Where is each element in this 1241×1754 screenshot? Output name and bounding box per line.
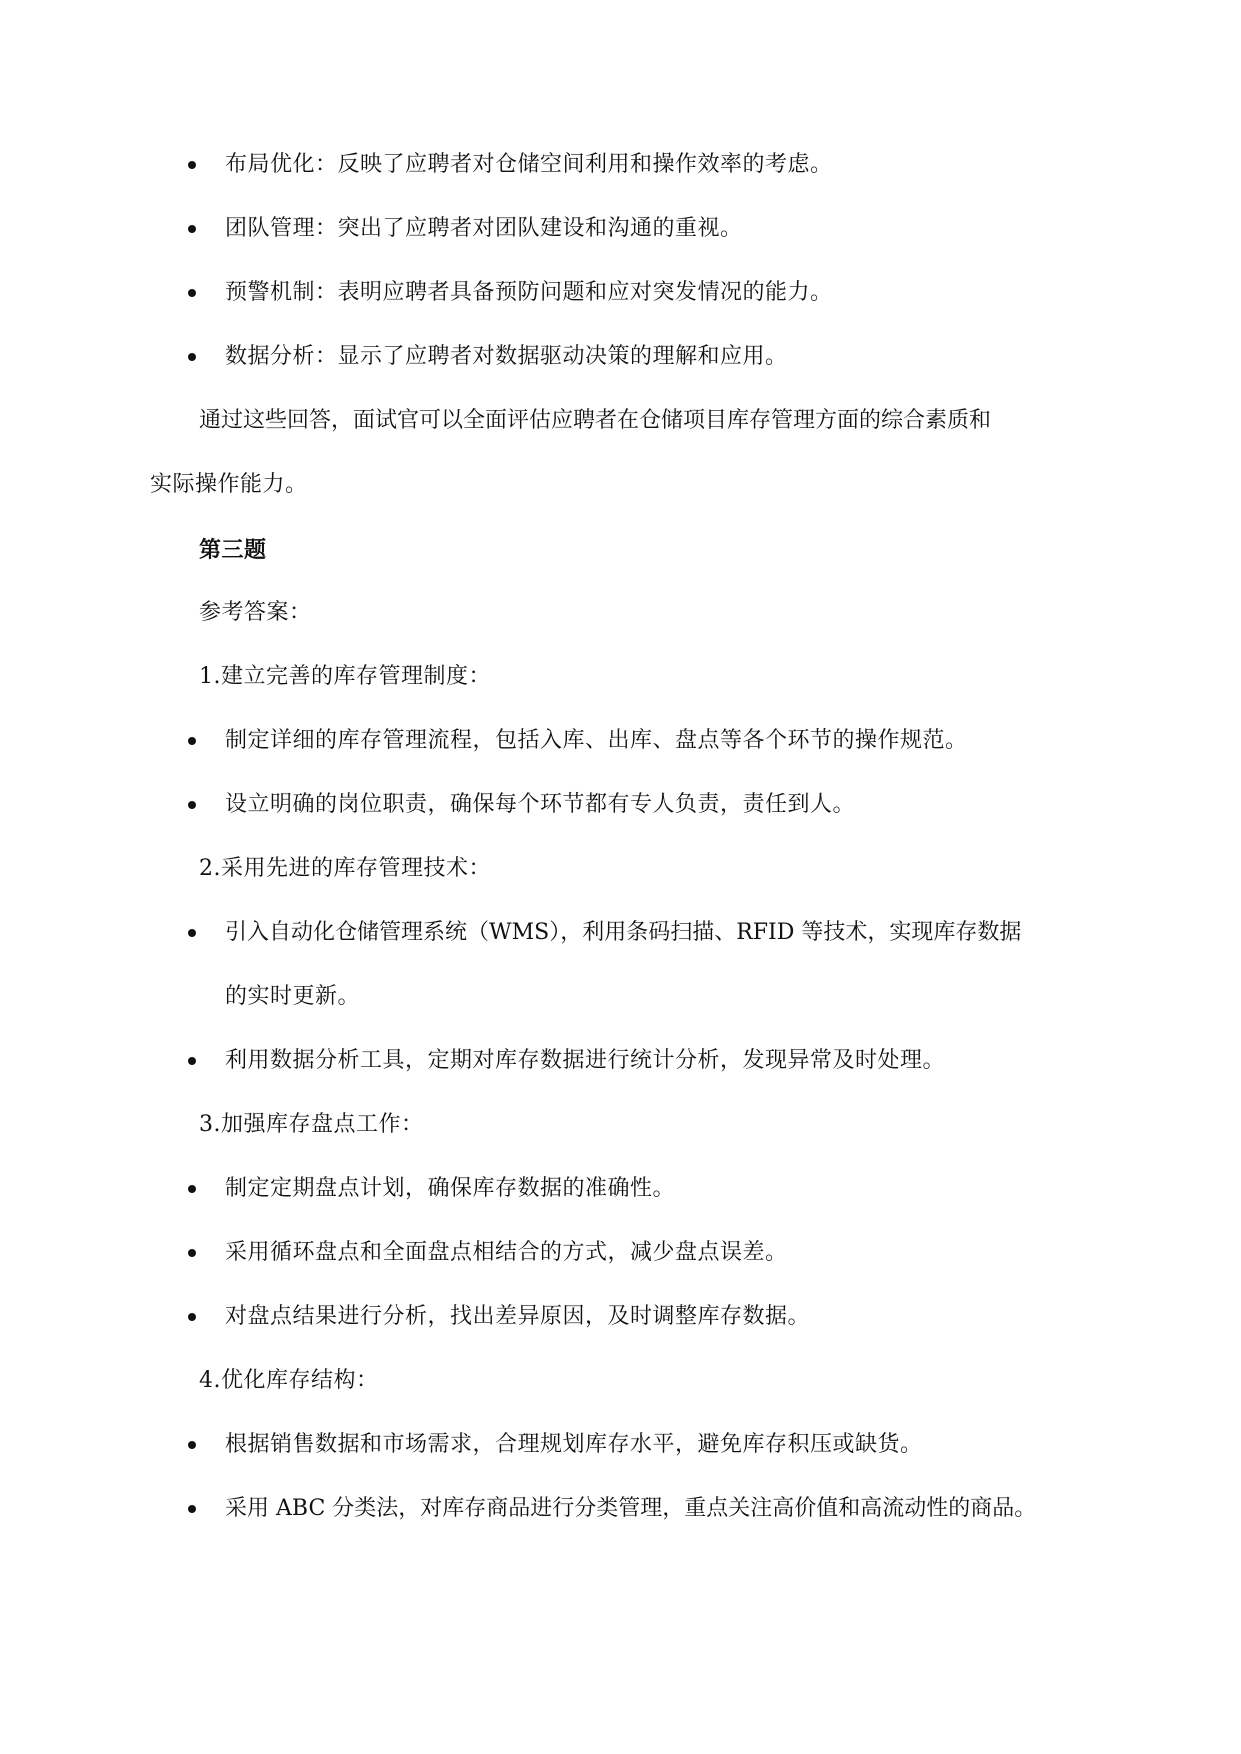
summary-paragraph-line: 实际操作能力。: [150, 472, 308, 497]
bullet-text: 根据销售数据和市场需求，合理规划库存水平，避免库存积压或缺货。: [225, 1432, 923, 1457]
bullet-text-continuation: 的实时更新。: [225, 984, 361, 1009]
bullet-dot: [188, 737, 196, 745]
bullet-text: 团队管理：突出了应聘者对团队建设和沟通的重视。: [225, 216, 743, 241]
summary-paragraph-line: 通过这些回答，面试官可以全面评估应聘者在仓储项目库存管理方面的综合素质和: [199, 408, 992, 433]
bullet-dot: [188, 1505, 196, 1513]
bullet-text: 利用数据分析工具，定期对库存数据进行统计分析，发现异常及时处理。: [225, 1048, 946, 1073]
bullet-dot: [188, 289, 196, 297]
section-title: 3.加强库存盘点工作：: [199, 1112, 424, 1137]
bullet-text: 采用循环盘点和全面盘点相结合的方式，减少盘点误差。: [225, 1240, 788, 1265]
bullet-dot: [188, 1441, 196, 1449]
section-title: 4.优化库存结构：: [199, 1368, 379, 1393]
bullet-dot: [188, 1249, 196, 1257]
section-title: 1.建立完善的库存管理制度：: [199, 664, 491, 689]
bullet-dot: [188, 801, 196, 809]
bullet-text: 采用 ABC 分类法，对库存商品进行分类管理，重点关注高价值和高流动性的商品。: [225, 1496, 1037, 1521]
bullet-dot: [188, 161, 196, 169]
answer-label: 参考答案：: [199, 600, 312, 625]
bullet-text: 设立明确的岗位职责，确保每个环节都有专人负责，责任到人。: [225, 792, 856, 817]
bullet-text: 制定详细的库存管理流程，包括入库、出库、盘点等各个环节的操作规范。: [225, 728, 968, 753]
bullet-dot: [188, 929, 196, 937]
section-title: 2.采用先进的库存管理技术：: [199, 856, 491, 881]
bullet-text: 预警机制：表明应聘者具备预防问题和应对突发情况的能力。: [225, 280, 833, 305]
section-heading: 第三题: [199, 537, 267, 563]
bullet-dot: [188, 353, 196, 361]
bullet-text: 数据分析：显示了应聘者对数据驱动决策的理解和应用。: [225, 344, 788, 369]
bullet-text: 布局优化：反映了应聘者对仓储空间利用和操作效率的考虑。: [225, 152, 833, 177]
bullet-dot: [188, 1185, 196, 1193]
bullet-text: 对盘点结果进行分析，找出差异原因，及时调整库存数据。: [225, 1304, 811, 1329]
bullet-dot: [188, 225, 196, 233]
bullet-text: 制定定期盘点计划，确保库存数据的准确性。: [225, 1176, 676, 1201]
bullet-text: 引入自动化仓储管理系统（WMS），利用条码扫描、RFID 等技术，实现库存数据: [225, 920, 1022, 945]
bullet-dot: [188, 1313, 196, 1321]
bullet-dot: [188, 1057, 196, 1065]
